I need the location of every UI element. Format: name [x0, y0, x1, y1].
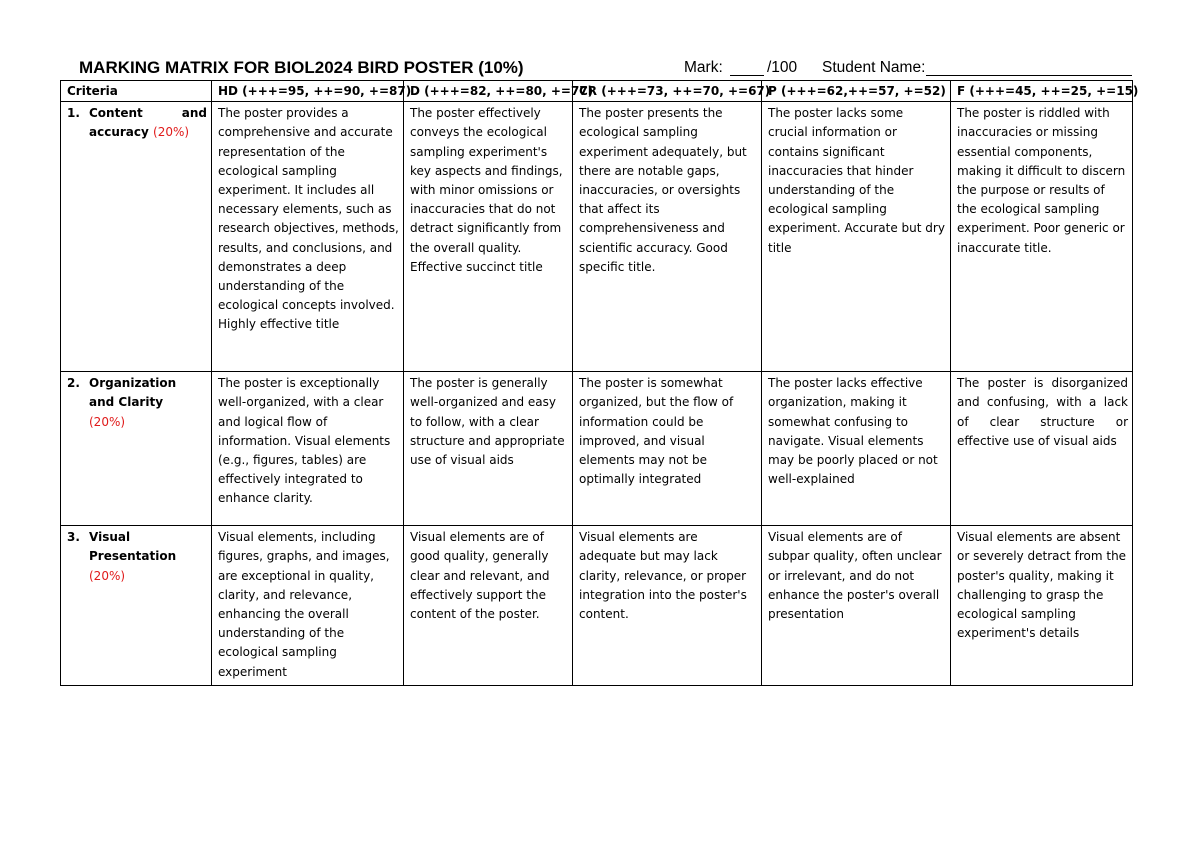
table-row	[61, 526, 1133, 686]
cell-p: The poster lacks some crucial information or contains significant inaccuracies that hinder understanding of the ecological sampling experiment. Accurate but dry title	[762, 102, 951, 372]
mark-label: Mark:	[684, 59, 723, 76]
criterion-visual-presentation	[61, 526, 212, 686]
criterion-name-cont: Presentation	[89, 549, 177, 564]
criterion-weight: (20%)	[89, 568, 126, 583]
document-header	[60, 58, 1132, 80]
criterion-number: 2.	[67, 376, 80, 391]
document-title: MARKING MATRIX FOR BIOL2024 BIRD POSTER (10%)	[79, 58, 524, 77]
criterion-weight: (20%)	[153, 125, 190, 140]
criterion-name: Visual	[89, 530, 131, 545]
cell-hd: The poster provides a comprehensive and accurate representation of the ecological sampling experiment. It includes all necessary elements, such as research objectives, methods, results, and conclusions, and demonstrates a deep understanding of the ecological concepts involved. Highly effective title	[212, 102, 404, 372]
column-header-f: F (+++=45, ++=25, +=15)	[951, 81, 1133, 102]
cell-cr: The poster presents the ecological sampling experiment adequately, but there are notable gaps, inaccuracies, or oversights that affect its comprehensiveness and scientific accuracy. Good specific title.	[573, 102, 762, 372]
cell-f: The poster is riddled with inaccuracies or missing essential components, making it difficult to discern the purpose or results of the ecological sampling experiment. Poor generic or inaccurate title.	[951, 102, 1133, 372]
mark-total: /100	[767, 59, 798, 76]
cell-p: The poster lacks effective organization, making it somewhat confusing to navigate. Visual elements may be poorly placed or not well-explained	[762, 372, 951, 526]
cell-p: Visual elements are of subpar quality, often unclear or irrelevant, and do not enhance the poster's overall presentation	[762, 526, 951, 686]
column-header-cr: CR (+++=73, ++=70, +=67)	[573, 81, 762, 102]
cell-f: Visual elements are absent or severely detract from the poster's quality, making it challenging to grasp the ecological sampling experiment's details	[951, 526, 1133, 686]
criterion-name: Content	[89, 106, 143, 121]
table-row	[61, 372, 1133, 526]
table-row	[61, 102, 1133, 372]
column-header-hd: HD (+++=95, ++=90, +=87)	[212, 81, 404, 102]
column-header-criteria: Criteria	[61, 81, 212, 102]
cell-d: The poster effectively conveys the ecological sampling experiment's key aspects and findings, with minor omissions or inaccuracies that do not detract significantly from the overall quality. Effective succinct title	[404, 102, 573, 372]
student-name-blank-line	[926, 75, 1132, 76]
criterion-organization-clarity	[61, 372, 212, 526]
criterion-name-cont: and Clarity	[89, 395, 164, 410]
criterion-number: 1.	[67, 106, 80, 121]
cell-cr: The poster is somewhat organized, but the flow of information could be improved, and visual elements may not be optimally integrated	[573, 372, 762, 526]
mark-blank-line	[730, 75, 764, 76]
cell-hd: The poster is exceptionally well-organized, with a clear and logical flow of information. Visual elements (e.g., figures, tables) are effectively integrated to enhance clarity.	[212, 372, 404, 526]
column-header-d: D (+++=82, ++=80, +=77)	[404, 81, 573, 102]
criterion-name-cont: accuracy	[89, 125, 149, 140]
column-header-p: P (+++=62,++=57, +=52)	[762, 81, 951, 102]
marking-matrix-table	[60, 80, 1139, 686]
criterion-number: 3.	[67, 530, 80, 545]
cell-hd: Visual elements, including figures, graphs, and images, are exceptional in quality, clarity, and relevance, enhancing the overall understanding of the ecological sampling experiment	[212, 526, 404, 686]
table-header-row	[61, 81, 1133, 102]
cell-d: Visual elements are of good quality, generally clear and relevant, and effectively support the content of the poster.	[404, 526, 573, 686]
student-name-label: Student Name:	[822, 59, 926, 76]
cell-cr: Visual elements are adequate but may lack clarity, relevance, or proper integration into the poster's content.	[573, 526, 762, 686]
criterion-name: Organization	[89, 376, 177, 391]
criterion-content-accuracy	[61, 102, 212, 372]
criterion-weight: (20%)	[89, 414, 126, 429]
cell-d: The poster is generally well-organized and easy to follow, with a clear structure and appropriate use of visual aids	[404, 372, 573, 526]
cell-f: The poster is disorganized and confusing, with a lack of clear structure or effective use of visual aids	[951, 372, 1133, 526]
criterion-name-and: and	[181, 106, 207, 121]
